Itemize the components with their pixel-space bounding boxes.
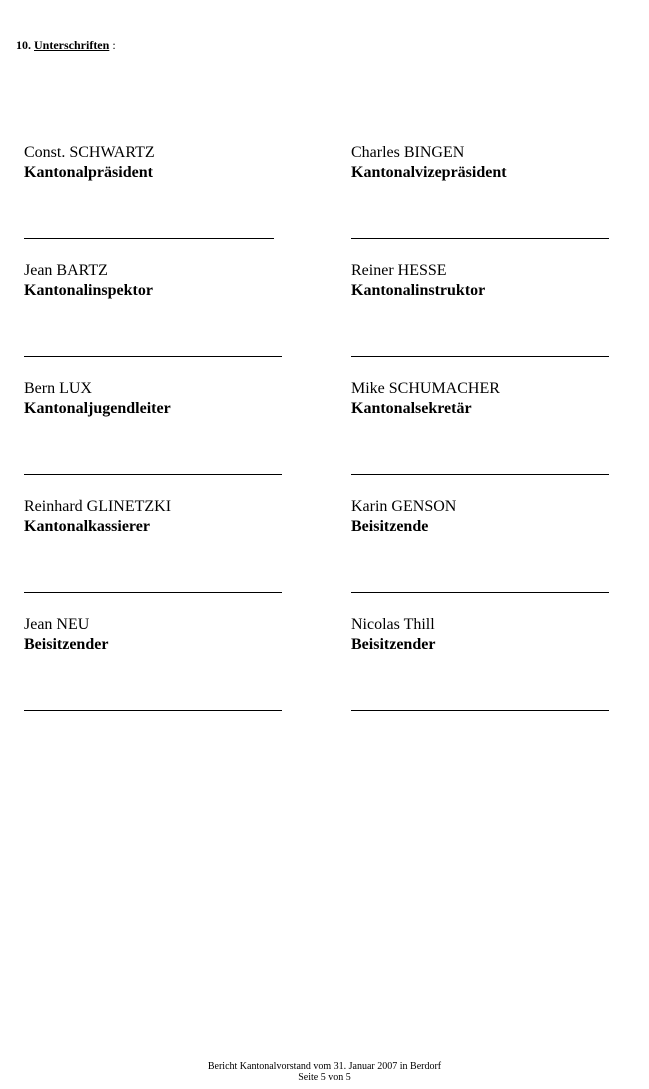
signature-block-vizepraesident [351, 143, 621, 183]
signatory-role: Beisitzende [351, 518, 429, 535]
section-number: 10. [16, 38, 31, 52]
signatory-role: Kantonalkassierer [24, 518, 150, 535]
signature-line [24, 592, 282, 593]
signatory-name: Nicolas Thill [351, 616, 435, 633]
signature-line [24, 710, 282, 711]
section-heading [16, 38, 116, 53]
signatory-name: Reiner HESSE [351, 262, 447, 279]
signatory-role: Kantonalinspektor [24, 282, 153, 299]
signature-line [351, 710, 609, 711]
signatory-role: Beisitzender [24, 636, 109, 653]
signatory-name: Jean BARTZ [24, 262, 108, 279]
signatory-role: Beisitzender [351, 636, 436, 653]
signatory-name: Jean NEU [24, 616, 90, 633]
signatory-name: Reinhard GLINETZKI [24, 498, 172, 515]
signatory-role: Kantonaljugendleiter [24, 400, 171, 417]
section-title: Unterschriften [34, 38, 110, 52]
signature-block-beisitzender-neu [24, 615, 294, 655]
signatory-name: Charles BINGEN [351, 144, 465, 161]
signatory-role: Kantonalsekretär [351, 400, 472, 417]
signatory-name: Karin GENSON [351, 498, 457, 515]
signature-line [24, 356, 282, 357]
signature-line [351, 474, 609, 475]
signature-block-instruktor [351, 261, 621, 301]
signature-block-beisitzende [351, 497, 621, 537]
signatory-role: Kantonalinstruktor [351, 282, 486, 299]
footer-report-title: Bericht Kantonalvorstand vom 31. Januar 2007 in Berdorf [207, 1061, 442, 1072]
page-footer [0, 1061, 649, 1083]
signatory-role: Kantonalpräsident [24, 164, 153, 181]
signature-block-beisitzender-thill [351, 615, 621, 655]
signature-block-kassierer [24, 497, 294, 537]
signature-line [24, 474, 282, 475]
signature-block-inspektor [24, 261, 294, 301]
section-suffix: : [112, 38, 116, 52]
signature-line [351, 238, 609, 239]
signatory-name: Const. SCHWARTZ [24, 144, 155, 161]
signature-line [24, 238, 274, 239]
signatory-name: Bern LUX [24, 380, 92, 397]
footer-page-number: Seite 5 von 5 [298, 1072, 351, 1083]
signature-line [351, 356, 609, 357]
signature-block-sekretaer [351, 379, 621, 419]
signatory-role: Kantonalvizepräsident [351, 164, 507, 181]
signature-block-praesident [24, 143, 294, 183]
signature-block-jugendleiter [24, 379, 294, 419]
signature-line [351, 592, 609, 593]
signatory-name: Mike SCHUMACHER [351, 380, 500, 397]
